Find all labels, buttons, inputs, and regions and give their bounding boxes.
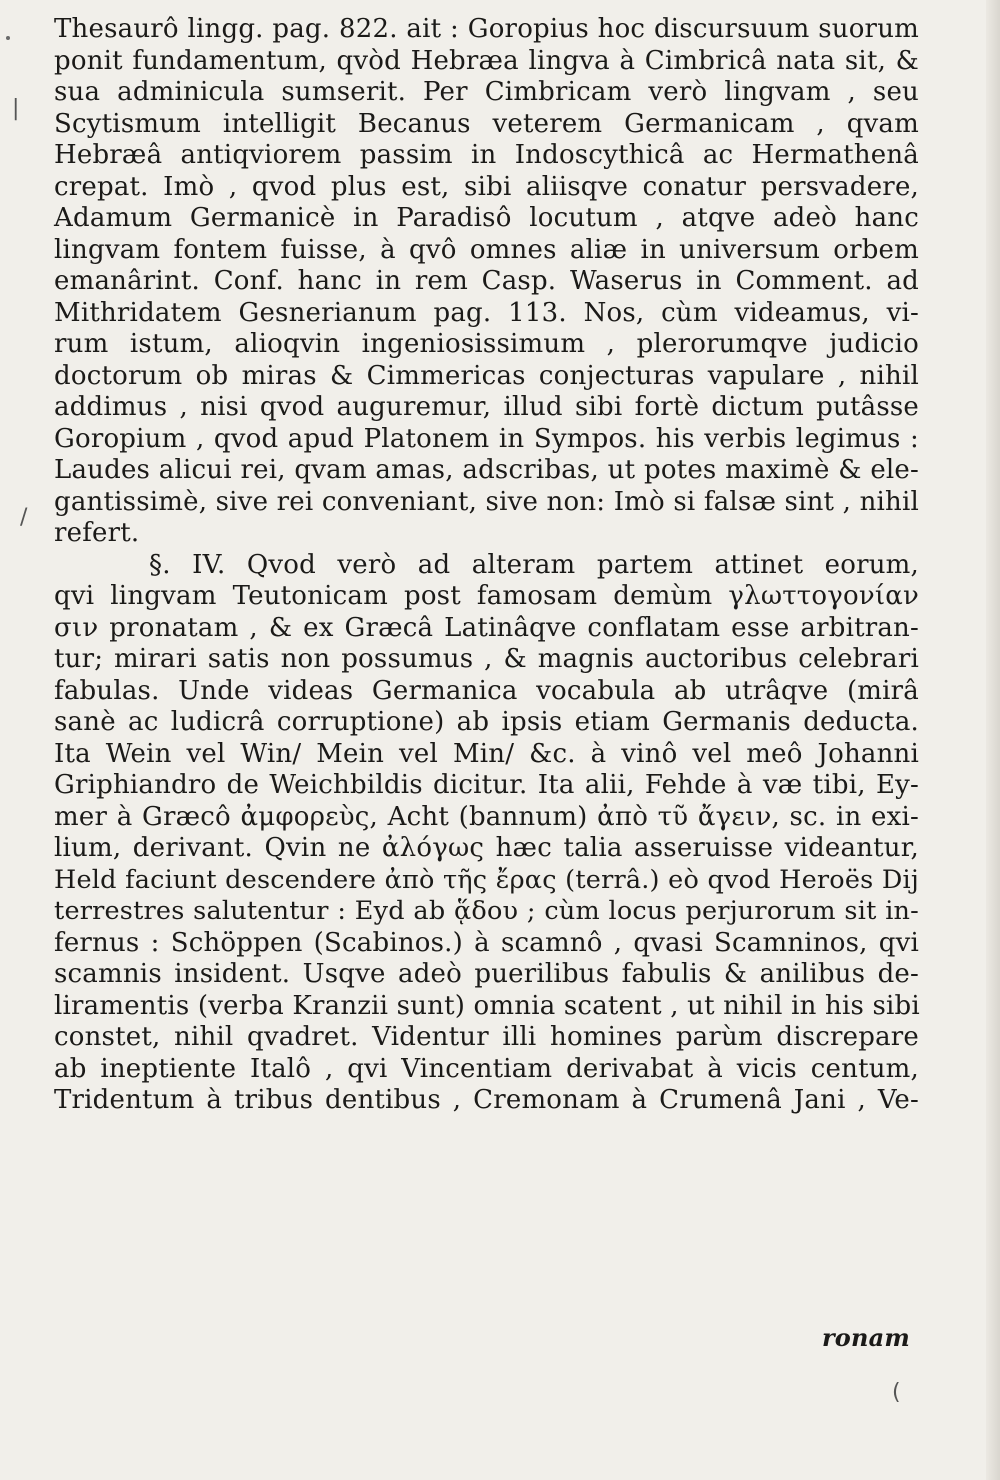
text-line: Ita Wein vel Win/ Mein vel Min/ &c. à vinô vel meô Johanni bbox=[54, 738, 919, 769]
text-line: liramentis (verba Kranzii sunt) omnia scatent , ut nihil in his sibi bbox=[54, 990, 920, 1021]
text-line: fabulas. Unde videas Germanica vocabula ab utrâqve (mirâ bbox=[54, 675, 919, 706]
text-line: fernus : Schöppen (Scabinos.) à scamnô , qvasi Scamninos, qvi bbox=[54, 927, 919, 958]
text-line: doctorum ob miras & Cimmericas conjecturas vapulare , nihil bbox=[54, 360, 919, 391]
text-line: Mithridatem Gesnerianum pag. 113. Nos, cùm videamus, vi- bbox=[54, 297, 919, 328]
text-line: Held faciunt descendere ἀπὸ τῆς ἔρας (terrâ.) eò qvod Heroës Dij bbox=[54, 864, 919, 895]
text-line: lium, derivant. Qvin ne ἀλόγως hæc talia asseruisse videantur, bbox=[54, 833, 919, 863]
text-line: gantissimè, sive rei conveniant, sive non: Imò si falsæ sint , nihil bbox=[54, 486, 920, 517]
catchword: ronam bbox=[821, 1323, 910, 1352]
text-line: mer à Græcô ἀμφορεὺς, Acht (bannum) ἀπὸ τῦ ἄγειν, sc. in exi- bbox=[54, 801, 919, 832]
text-line: ponit fundamentum, qvòd Hebræa lingva à Cimbricâ nata sit, & bbox=[54, 45, 919, 76]
text-line: Hebræâ antiqviorem passim in Indoscythicâ ac Hermathenâ bbox=[54, 140, 919, 170]
margin-mark: / bbox=[20, 505, 28, 530]
page-edge bbox=[986, 0, 1000, 1480]
text-line: constet, nihil qvadret. Videntur illi homines parùm discrepare bbox=[54, 1022, 919, 1052]
text-line: Scytismum intelligit Becanus veterem Germanicam , qvam bbox=[54, 108, 919, 139]
text-line: addimus , nisi qvod auguremur, illud sibi fortè dictum putâsse bbox=[54, 392, 919, 422]
margin-mark: | bbox=[12, 96, 20, 121]
text-line: lingvam fontem fuisse, à qvô omnes aliæ in universum orbem bbox=[54, 234, 919, 265]
text-line: Goropium , qvod apud Platonem in Sympos. his verbis legimus : bbox=[54, 423, 919, 454]
text-line: Tridentum à tribus dentibus , Cremonam à Crumenâ Jani , Ve- bbox=[54, 1085, 919, 1115]
text-line: tur; mirari satis non possumus , & magnis auctoribus celebrari bbox=[54, 644, 919, 674]
ink-speck bbox=[6, 36, 10, 40]
text-line: rum istum, alioqvin ingeniosissimum , plerorumqve judicio bbox=[54, 329, 919, 359]
text-line: Thesaurô lingg. pag. 822. ait : Goropius hoc discursuum suorum bbox=[54, 14, 919, 44]
text-line: Adamum Germanicè in Paradisô locutum , atqve adeò hanc bbox=[54, 203, 919, 233]
text-line: Laudes alicui rei, qvam amas, adscribas, ut potes maximè & ele- bbox=[54, 455, 919, 485]
text-line: §. IV. Qvod verò ad alteram partem attinet eorum, bbox=[149, 549, 919, 580]
text-line: σιν pronatam , & ex Græcâ Latinâqve conflatam esse arbitran- bbox=[54, 612, 919, 643]
text-line: scamnis insident. Usqve adeò puerilibus fabulis & anilibus de- bbox=[54, 959, 919, 989]
text-line: sua adminicula sumserit. Per Cimbricam verò lingvam , seu bbox=[54, 77, 919, 107]
text-line: ab ineptiente Italô , qvi Vincentiam derivabat à vicis centum, bbox=[54, 1053, 919, 1084]
body-text bbox=[54, 14, 919, 1117]
text-line: refert. bbox=[54, 518, 140, 548]
margin-mark: ( bbox=[892, 1380, 901, 1405]
text-line: sanè ac ludicrâ corruptione) ab ipsis etiam Germanis deducta. bbox=[54, 707, 919, 737]
text-line: emanârint. Conf. hanc in rem Casp. Waserus in Comment. ad bbox=[54, 266, 919, 296]
text-line: Griphiandro de Weichbildis dicitur. Ita alii, Fehde à væ tibi, Ey- bbox=[54, 770, 919, 800]
text-line: terrestres salutentur : Eyd ab ᾅδου ; cùm locus perjurorum sit in- bbox=[54, 896, 919, 926]
text-line: qvi lingvam Teutonicam post famosam demùm γλωττογονίαν bbox=[54, 581, 919, 611]
text-line: crepat. Imò , qvod plus est, sibi aliisqve conatur persvadere, bbox=[54, 171, 919, 202]
